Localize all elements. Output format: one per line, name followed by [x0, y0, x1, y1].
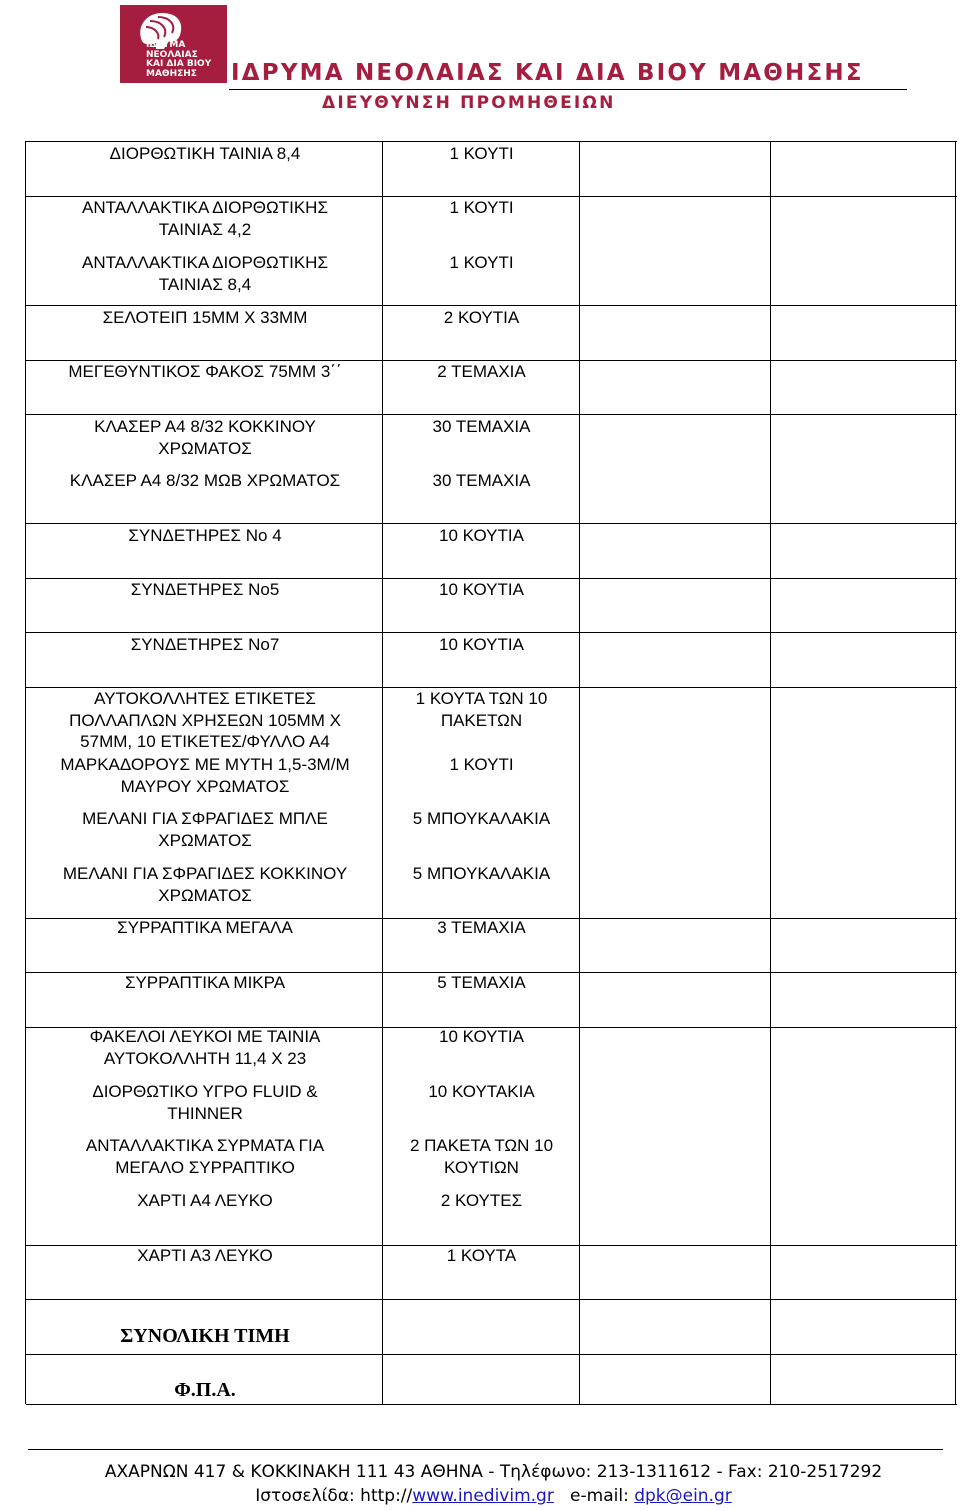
organization-logo	[120, 5, 227, 83]
item-description: ΔΙΟΡΘΩΤΙΚΟ ΥΓΡΟ FLUID & THINNER	[92, 1082, 318, 1123]
footer-website-prefix: http://	[360, 1486, 413, 1506]
item-quantity: 30 ΤΕΜΑΧΙΑ	[432, 417, 531, 436]
logo-wordmark	[146, 41, 226, 79]
footer-website-label: Ιστοσελίδα:	[255, 1486, 355, 1506]
item-description: ΜΕΓΕΘΥΝΤΙΚΟΣ ΦΑΚΟΣ 75ΜΜ 3΄΄	[68, 362, 342, 381]
organization-title: ΙΔΡΥΜΑ ΝΕΟΛΑΙΑΣ ΚΑΙ ΔΙΑ ΒΙΟΥ ΜΑΘΗΣΗΣ	[231, 60, 864, 86]
item-quantity: 3 ΤΕΜΑΧΙΑ	[437, 918, 526, 937]
row-divider	[26, 523, 957, 524]
item-description: ΑΥΤΟΚΟΛΛΗΤΕΣ ΕΤΙΚΕΤΕΣ ΠΟΛΛΑΠΛΩΝ ΧΡΗΣΕΩΝ 105ΜΜ Χ 57ΜΜ, 10 ΕΤΙΚΕΤΕΣ/ΦΥΛΛΟ Α4	[69, 689, 341, 751]
item-description: ΣΥΝΔΕΤΗΡΕΣ Νο5	[130, 580, 280, 599]
item-quantity: 10 ΚΟΥΤΑΚΙΑ	[428, 1082, 535, 1101]
item-quantity: 5 ΜΠΟΥΚΑΛΑΚΙΑ	[412, 864, 551, 883]
total-price-label: ΣΥΝΟΛΙΚΗ ΤΙΜΗ	[120, 1325, 290, 1347]
item-description: ΚΛΑΣΕΡ Α4 8/32 ΚΟΚΚΙΝΟΥ ΧΡΩΜΑΤΟΣ	[94, 417, 316, 458]
item-description: ΑΝΤΑΛΛΑΚΤΙΚΑ ΣΥΡΜΑΤΑ ΓΙΑ ΜΕΓΑΛΟ ΣΥΡΡΑΠΤΙΚΟ	[85, 1136, 325, 1177]
item-description: ΣΥΝΔΕΤΗΡΕΣ Νο7	[130, 635, 280, 654]
item-description: ΜΑΡΚΑΔΟΡΟΥΣ ΜΕ ΜΥΤΗ 1,5-3Μ/Μ ΜΑΥΡΟΥ ΧΡΩΜΑΤΟΣ	[60, 755, 350, 796]
row-divider	[26, 1299, 957, 1300]
footer-divider	[28, 1449, 943, 1450]
department-title: ΔΙΕΥΘΥΝΣΗ ΠΡΟΜΗΘΕΙΩΝ	[322, 93, 616, 113]
item-quantity: 1 ΚΟΥΤΙ	[449, 253, 514, 272]
row-divider	[26, 305, 957, 306]
item-description: ΜΕΛΑΝΙ ΓΙΑ ΣΦΡΑΓΙΔΕΣ ΜΠΛΕ ΧΡΩΜΑΤΟΣ	[82, 809, 328, 850]
item-quantity: 2 ΤΕΜΑΧΙΑ	[437, 362, 526, 381]
item-description: ΜΕΛΑΝΙ ΓΙΑ ΣΦΡΑΓΙΔΕΣ ΚΟΚΚΙΝΟΥ ΧΡΩΜΑΤΟΣ	[62, 864, 348, 905]
header-divider	[229, 89, 907, 90]
footer-phone: 213-1311612	[596, 1462, 712, 1482]
column-divider	[579, 142, 580, 1404]
item-description: ΣΥΡΡΑΠΤΙΚΑ ΜΕΓΑΛΑ	[117, 918, 293, 937]
row-divider	[26, 414, 957, 415]
column-divider	[955, 142, 956, 1404]
item-quantity: 10 ΚΟΥΤΙΑ	[439, 1027, 524, 1046]
item-quantity: 2 ΠΑΚΕΤΑ ΤΩΝ 10 ΚΟΥΤΙΩΝ	[409, 1136, 554, 1177]
column-divider	[382, 142, 383, 1404]
item-quantity: 1 ΚΟΥΤΙ	[449, 198, 514, 217]
item-quantity: 1 ΚΟΥΤΙ	[449, 144, 514, 163]
item-quantity: 10 ΚΟΥΤΙΑ	[439, 635, 524, 654]
item-description: ΑΝΤΑΛΛΑΚΤΙΚΑ ΔΙΟΡΘΩΤΙΚΗΣ ΤΑΙΝΙΑΣ 4,2	[82, 198, 328, 239]
column-divider	[770, 142, 771, 1404]
footer-address: ΑΧΑΡΝΩΝ 417 & ΚΟΚΚΙΝΑΚΗ 111 43 ΑΘΗΝΑ	[104, 1462, 483, 1482]
item-quantity: 2 ΚΟΥΤΙΑ	[443, 308, 520, 327]
footer-fax: 210-2517292	[767, 1462, 883, 1482]
item-quantity: 1 ΚΟΥΤΑ ΤΩΝ 10 ΠΑΚΕΤΩΝ	[415, 689, 548, 730]
item-description: ΣΥΝΔΕΤΗΡΕΣ Νο 4	[128, 526, 282, 545]
row-divider	[26, 632, 957, 633]
logo-line: ΙΔΡΥΜΑ	[146, 40, 186, 50]
item-description: ΧΑΡΤΙ Α3 ΛΕΥΚΟ	[137, 1246, 273, 1265]
logo-line: ΝΕΟΛΑΙΑΣ	[146, 49, 198, 60]
item-quantity: 30 ΤΕΜΑΧΙΑ	[432, 471, 531, 490]
item-quantity: 5 ΤΕΜΑΧΙΑ	[437, 973, 526, 992]
logo-line: ΚΑΙ ΔΙΑ ΒΙΟΥ	[146, 59, 212, 70]
item-quantity: 10 ΚΟΥΤΙΑ	[439, 580, 524, 599]
row-divider	[26, 1404, 957, 1405]
footer-fax-label: Fax:	[728, 1462, 763, 1482]
item-description: ΦΑΚΕΛΟΙ ΛΕΥΚΟΙ ΜΕ ΤΑΙΝΙΑ ΑΥΤΟΚΟΛΛΗΤΗ 11,4 Χ 23	[89, 1027, 321, 1068]
logo-line: ΜΑΘΗΣΗΣ	[146, 68, 197, 79]
footer-email-label: e-mail:	[570, 1486, 629, 1506]
footer-contact-line: ΑΧΑΡΝΩΝ 417 & ΚΟΚΚΙΝΑΚΗ 111 43 ΑΘΗΝΑ - Τηλέφωνο: 213-1311612 - Fax: 210-2517292	[104, 1462, 883, 1482]
website-link[interactable]: www.inedivim.gr	[412, 1486, 554, 1506]
item-quantity: 10 ΚΟΥΤΙΑ	[439, 526, 524, 545]
item-description: ΔΙΟΡΘΩΤΙΚΗ ΤΑΙΝΙΑ 8,4	[109, 144, 301, 163]
footer-web-line	[0, 1486, 960, 1506]
email-link[interactable]: dpk@ein.gr	[634, 1486, 732, 1506]
item-quantity: 2 ΚΟΥΤΕΣ	[440, 1191, 523, 1210]
item-description: ΑΝΤΑΛΛΑΚΤΙΚΑ ΔΙΟΡΘΩΤΙΚΗΣ ΤΑΙΝΙΑΣ 8,4	[82, 253, 328, 294]
item-description: ΣΥΡΡΑΠΤΙΚΑ ΜΙΚΡΑ	[124, 973, 286, 992]
row-divider	[26, 1354, 957, 1355]
item-quantity: 5 ΜΠΟΥΚΑΛΑΚΙΑ	[412, 809, 551, 828]
item-quantity: 1 ΚΟΥΤΙ	[449, 755, 514, 774]
item-description: ΣΕΛΟΤΕΙΠ 15ΜΜ Χ 33ΜΜ	[102, 308, 308, 327]
item-quantity: 1 ΚΟΥΤΑ	[446, 1246, 517, 1265]
item-description: ΧΑΡΤΙ Α4 ΛΕΥΚΟ	[137, 1191, 273, 1210]
vat-label: Φ.Π.Α.	[174, 1379, 236, 1401]
footer-phone-label: Τηλέφωνο:	[499, 1462, 592, 1482]
item-description: ΚΛΑΣΕΡ Α4 8/32 ΜΩΒ ΧΡΩΜΑΤΟΣ	[69, 471, 341, 490]
